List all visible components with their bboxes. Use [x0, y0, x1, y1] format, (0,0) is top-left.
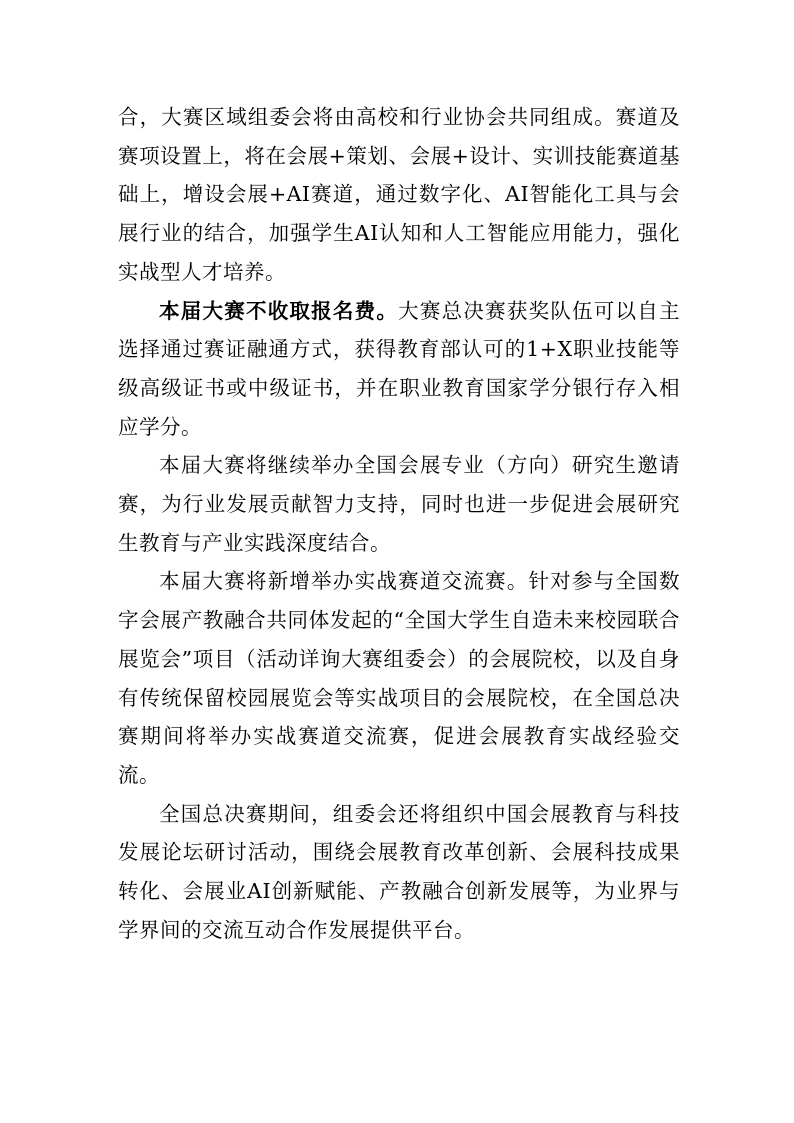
paragraph-continuation [118, 98, 680, 292]
paragraph-text: 合，大赛区域组委会将由高校和行业协会共同组成。赛道及赛项设置上，将在会展+策划、会展+设计、实训技能赛道基础上，增设会展+AI赛道，通过数字化、AI智能化工具与会展行业的结合，加强学生AI认知和人工智能应用能力，强化实战型人才培养。 [118, 105, 680, 284]
paragraph-registration-fee [118, 292, 680, 447]
paragraph-practice-track [118, 562, 680, 794]
paragraph-forum [118, 795, 680, 950]
paragraph-graduate-contest [118, 446, 680, 562]
paragraph-text: 本届大赛将新增举办实战赛道交流赛。针对参与全国数字会展产教融合共同体发起的“全国大学生自造未来校园联合展览会”项目（活动详询大赛组委会）的会展院校，以及自身有传统保留校园展览会等实战项目的会展院校，在全国总决赛期间将举办实战赛道交流赛，促进会展教育实战经验交流。 [118, 569, 680, 787]
paragraph-text: 本届大赛将继续举办全国会展专业（方向）研究生邀请赛，为行业发展贡献智力支持，同时也进一步促进会展研究生教育与产业实践深度结合。 [118, 453, 680, 555]
document-body [118, 98, 680, 949]
paragraph-text: 大赛总决赛获奖队伍可以自主选择通过赛证融通方式，获得教育部认可的1+X职业技能等级高级证书或中级证书，并在职业教育国家学分银行存入相应学分。 [118, 298, 681, 439]
paragraph-text: 全国总决赛期间，组委会还将组织中国会展教育与科技发展论坛研讨活动，围绕会展教育改革创新、会展科技成果转化、会展业AI创新赋能、产教融合创新发展等，为业界与学界间的交流互动合作发展提供平台。 [118, 801, 680, 942]
paragraph-bold-lead: 本届大赛不收取报名费。 [159, 298, 399, 323]
